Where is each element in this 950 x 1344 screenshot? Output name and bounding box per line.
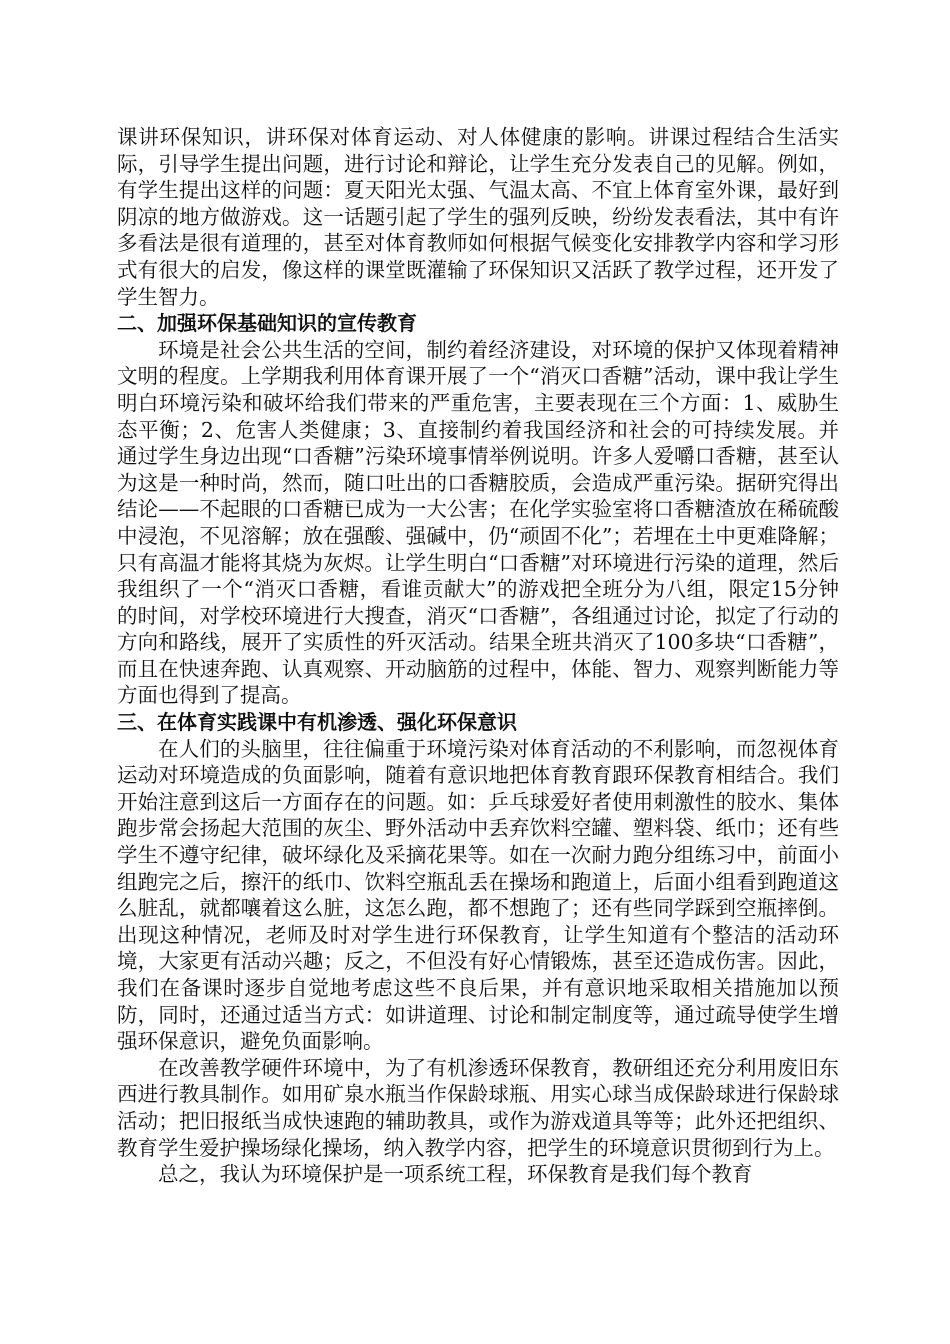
- paragraph-teaching-equipment: 在改善教学硬件环境中，为了有机渗透环保教育，教研组还充分利用废旧东西进行教具制作。如用矿泉水瓶当作保龄球瓶、用实心球当成保龄球进行保龄球活动；把旧报纸当成快速跑的辅助教具，或作为游戏道具等等；此外还把组织、教育学生爱护操场绿化操场，纳入教学内容，把学生的环境意识贯彻到行为上。: [117, 1055, 839, 1160]
- paragraph-practice-class: 在人们的头脑里，往往偏重于环境污染对体育活动的不利影响，而忽视体育运动对环境造成的负面影响，随着有意识地把体育教育跟环保教育相结合。我们开始注意到这后一方面存在的问题。如：乒乓球爱好者使用刺激性的胶水、集体跑步常会扬起大范围的灰尘、野外活动中丢弃饮料空罐、塑料袋、纸巾；还有些学生不遵守纪律，破坏绿化及采摘花果等。如在一次耐力跑分组练习中，前面小组跑完之后，擦汗的纸巾、饮料空瓶乱丢在操场和跑道上，后面小组看到跑道这么脏乱，就都嚷着这么脏，这怎么跑，都不想跑了；还有些同学踩到空瓶摔倒。出现这种情况，老师及时对学生进行环保教育，让学生知道有个整洁的活动环境，大家更有活动兴趣；反之，不但没有好心情锻炼，甚至还造成伤害。因此，我们在备课时逐步自觉地考虑这些不良后果，并有意识地采取相关措施加以预防，同时，还通过适当方式：如讲道理、讨论和制定制度等，通过疏导使学生增强环保意识，避免负面影响。: [117, 736, 839, 1054]
- paragraph-chewing-gum-activity: 环境是社会公共生活的空间，制约着经济建设，对环境的保护又体现着精神文明的程度。上学期我利用体育课开展了一个“消灭口香糖”活动，课中我让学生明白环境污染和破坏给我们带来的严重危害，主要表现在三个方面：1、威胁生态平衡；2、危害人类健康；3、直接制约着我国经济和社会的可持续发展。并通过学生身边出现“口香糖”污染环境事情举例说明。许多人爱嚼口香糖，甚至认为这是一种时尚，然而，随口吐出的口香糖胶质，会造成严重污染。据研究得出结论——不起眼的口香糖已成为一大公害；在化学实验室将口香糖渣放在稀硫酸中浸泡，不见溶解；放在强酸、强碱中，仍“顽固不化”；若埋在土中更难降解；只有高温才能将其烧为灰烬。让学生明白“口香糖”对环境进行污染的道理，然后我组织了一个“消灭口香糖，看谁贡献大”的游戏把全班分为八组，限定15分钟的时间，对学校环境进行大搜查，消灭“口香糖”，各组通过讨论，拟定了行动的方向和路线，展开了实质性的歼灭活动。结果全班共消灭了100多块“口香糖”，而且在快速奔跑、认真观察、开动脑筋的过程中，体能、智力、观察判断能力等方面也得到了提高。: [117, 337, 839, 708]
- section-heading-3: 三、在体育实践课中有机渗透、强化环保意识: [117, 710, 517, 735]
- document-body: [117, 124, 839, 1188]
- paragraph-continued: 课讲环保知识，讲环保对体育运动、对人体健康的影响。讲课过程结合生活实际，引导学生提出问题，进行讨论和辩论，让学生充分发表自己的见解。例如，有学生提出这样的问题：夏天阳光太强、气温太高、不宜上体育室外课，最好到阴凉的地方做游戏。这一话题引起了学生的强列反映，纷纷发表看法，其中有许多看法是很有道理的，甚至对体育教师如何根据气候变化安排教学内容和学习形式有很大的启发，像这样的课堂既灌输了环保知识又活跃了教学过程，还开发了学生智力。: [117, 125, 839, 309]
- section-heading-2: 二、加强环保基础知识的宣传教育: [117, 311, 417, 336]
- paragraph-conclusion: 总之，我认为环境保护是一项系统工程，环保教育是我们每个教育: [158, 1162, 753, 1187]
